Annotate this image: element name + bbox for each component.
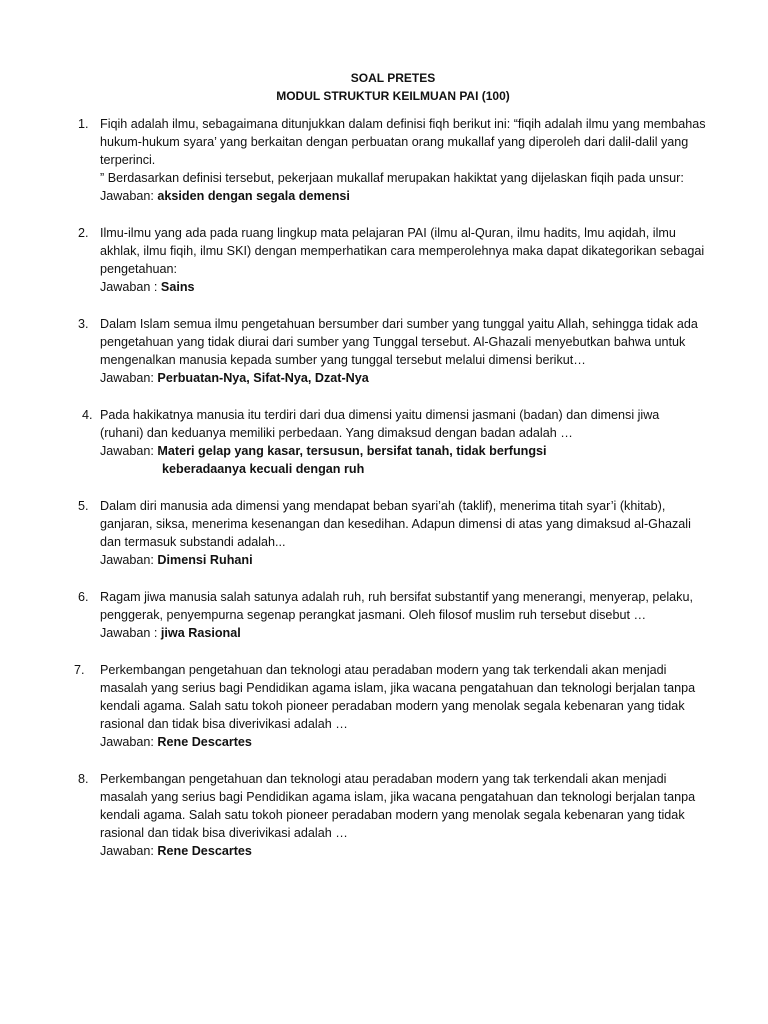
- answer-line: [100, 733, 706, 751]
- answer-line: [100, 624, 706, 642]
- answer-label: Jawaban:: [100, 553, 158, 567]
- answer-label: Jawaban:: [100, 444, 158, 458]
- answer-line: [100, 278, 706, 296]
- answer-value: aksiden dengan segala demensi: [157, 189, 350, 203]
- question-number: 6.: [78, 590, 89, 604]
- question-text-continued: ” Berdasarkan definisi tersebut, pekerjaan mukallaf merupakan hakiktat yang dijelaskan fiqih pada unsur:: [100, 171, 684, 185]
- answer-label: Jawaban:: [100, 844, 158, 858]
- question-text: Ilmu-ilmu yang ada pada ruang lingkup mata pelajaran PAI (ilmu al-Quran, ilmu hadits, lmu aqidah, ilmu akhlak, ilmu fiqih, ilmu SKI) dengan memperhatikan cara memperolehnya maka dapat dikategorikan sebagai pengetahuan:: [100, 226, 705, 276]
- question-number: 4.: [82, 408, 93, 422]
- answer-value: Materi gelap yang kasar, tersusun, bersifat tanah, tidak berfungsi: [157, 444, 547, 458]
- answer-value: jiwa Rasional: [160, 626, 241, 640]
- question-item-4: [70, 406, 706, 478]
- answer-label: Jawaban:: [100, 371, 158, 385]
- answer-label: Jawaban:: [100, 735, 158, 749]
- answer-line: [100, 551, 706, 569]
- question-number: 1.: [78, 117, 89, 131]
- question-text: Pada hakikatnya manusia itu terdiri dari dua dimensi yaitu dimensi jasmani (badan) dan dimensi jiwa (ruhani) dan keduanya memiliki perbedaan. Yang dimaksud dengan badan adalah …: [100, 408, 660, 440]
- answer-value: Perbuatan-Nya, Sifat-Nya, Dzat-Nya: [157, 371, 369, 385]
- question-number: 3.: [78, 317, 89, 331]
- answer-value: Dimensi Ruhani: [157, 553, 253, 567]
- answer-line: [100, 187, 706, 205]
- answer-value-continued: keberadaanya kecuali dengan ruh: [162, 462, 365, 476]
- question-item-6: [70, 588, 706, 642]
- question-number: 7.: [74, 663, 85, 677]
- question-number: 5.: [78, 499, 89, 513]
- answer-label: Jawaban :: [100, 626, 161, 640]
- document-title: SOAL PRETES: [350, 71, 436, 85]
- question-text: Ragam jiwa manusia salah satunya adalah ruh, ruh bersifat substantif yang menerangi, menyerap, pelaku, penggerak, penyempurna segenap perangkat jasmani. Oleh filosof muslim ruh tersebut disebut …: [100, 590, 693, 622]
- answer-line: [100, 369, 706, 387]
- answer-line: [100, 842, 706, 860]
- question-item-3: [70, 315, 706, 387]
- question-text: Dalam diri manusia ada dimensi yang mendapat beban syari’ah (taklif), menerima titah syar’i (khitab), ganjaran, siksa, menerima kesenangan dan kesedihan. Adapun dimensi di atas yang dimaksud al-Ghazali dan termasuk substandi adalah...: [100, 499, 691, 549]
- question-text: Perkembangan pengetahuan dan teknologi atau peradaban modern yang tak terkendali akan menjadi masalah yang serius bagi Pendidikan agama islam, jika wacana pengatahuan dan teknologi berjalan tanpa kendali agama. Salah satu tokoh pioneer peradaban modern yang menolak segala kebenaran yang tidak rasional dan tidak bisa diverivikasi adalah …: [100, 772, 696, 840]
- answer-label: Jawaban :: [100, 280, 161, 294]
- document-subtitle: MODUL STRUKTUR KEILMUAN PAI (100): [276, 89, 510, 103]
- question-item-2: [70, 224, 706, 296]
- question-item-7: [70, 661, 706, 751]
- answer-value: Rene Descartes: [157, 735, 252, 749]
- question-item-5: [70, 497, 706, 569]
- question-number: 8.: [78, 772, 89, 786]
- question-item-8: [70, 770, 706, 860]
- document-header: [70, 69, 706, 105]
- question-list: [70, 115, 706, 860]
- answer-label: Jawaban:: [100, 189, 158, 203]
- answer-line: [100, 442, 706, 460]
- answer-value: Rene Descartes: [157, 844, 252, 858]
- question-text: Fiqih adalah ilmu, sebagaimana ditunjukkan dalam definisi fiqh berikut ini: “fiqih adalah ilmu yang membahas hukum-hukum syara’ yang berkaitan dengan perbuatan orang mukallaf yang diperoleh dari dalil-dalil yang terperinci.: [100, 117, 706, 167]
- answer-value: Sains: [160, 280, 195, 294]
- question-number: 2.: [78, 226, 89, 240]
- question-text: Perkembangan pengetahuan dan teknologi atau peradaban modern yang tak terkendali akan menjadi masalah yang serius bagi Pendidikan agama islam, jika wacana pengatahuan dan teknologi berjalan tanpa kendali agama. Salah satu tokoh pioneer peradaban modern yang menolak segala kebenaran yang tidak rasional dan tidak bisa diverivikasi adalah …: [100, 663, 696, 731]
- question-text: Dalam Islam semua ilmu pengetahuan bersumber dari sumber yang tunggal yaitu Allah, sehingga tidak ada pengetahuan yang tidak diurai dari sumber yang Tunggal tersebut. Al-Ghazali menyebutkan bahwa untuk mengenalkan manusia kepada sumber yang tunggal tersebut melalui dimensi berikut…: [100, 317, 698, 367]
- question-item-1: [70, 115, 706, 205]
